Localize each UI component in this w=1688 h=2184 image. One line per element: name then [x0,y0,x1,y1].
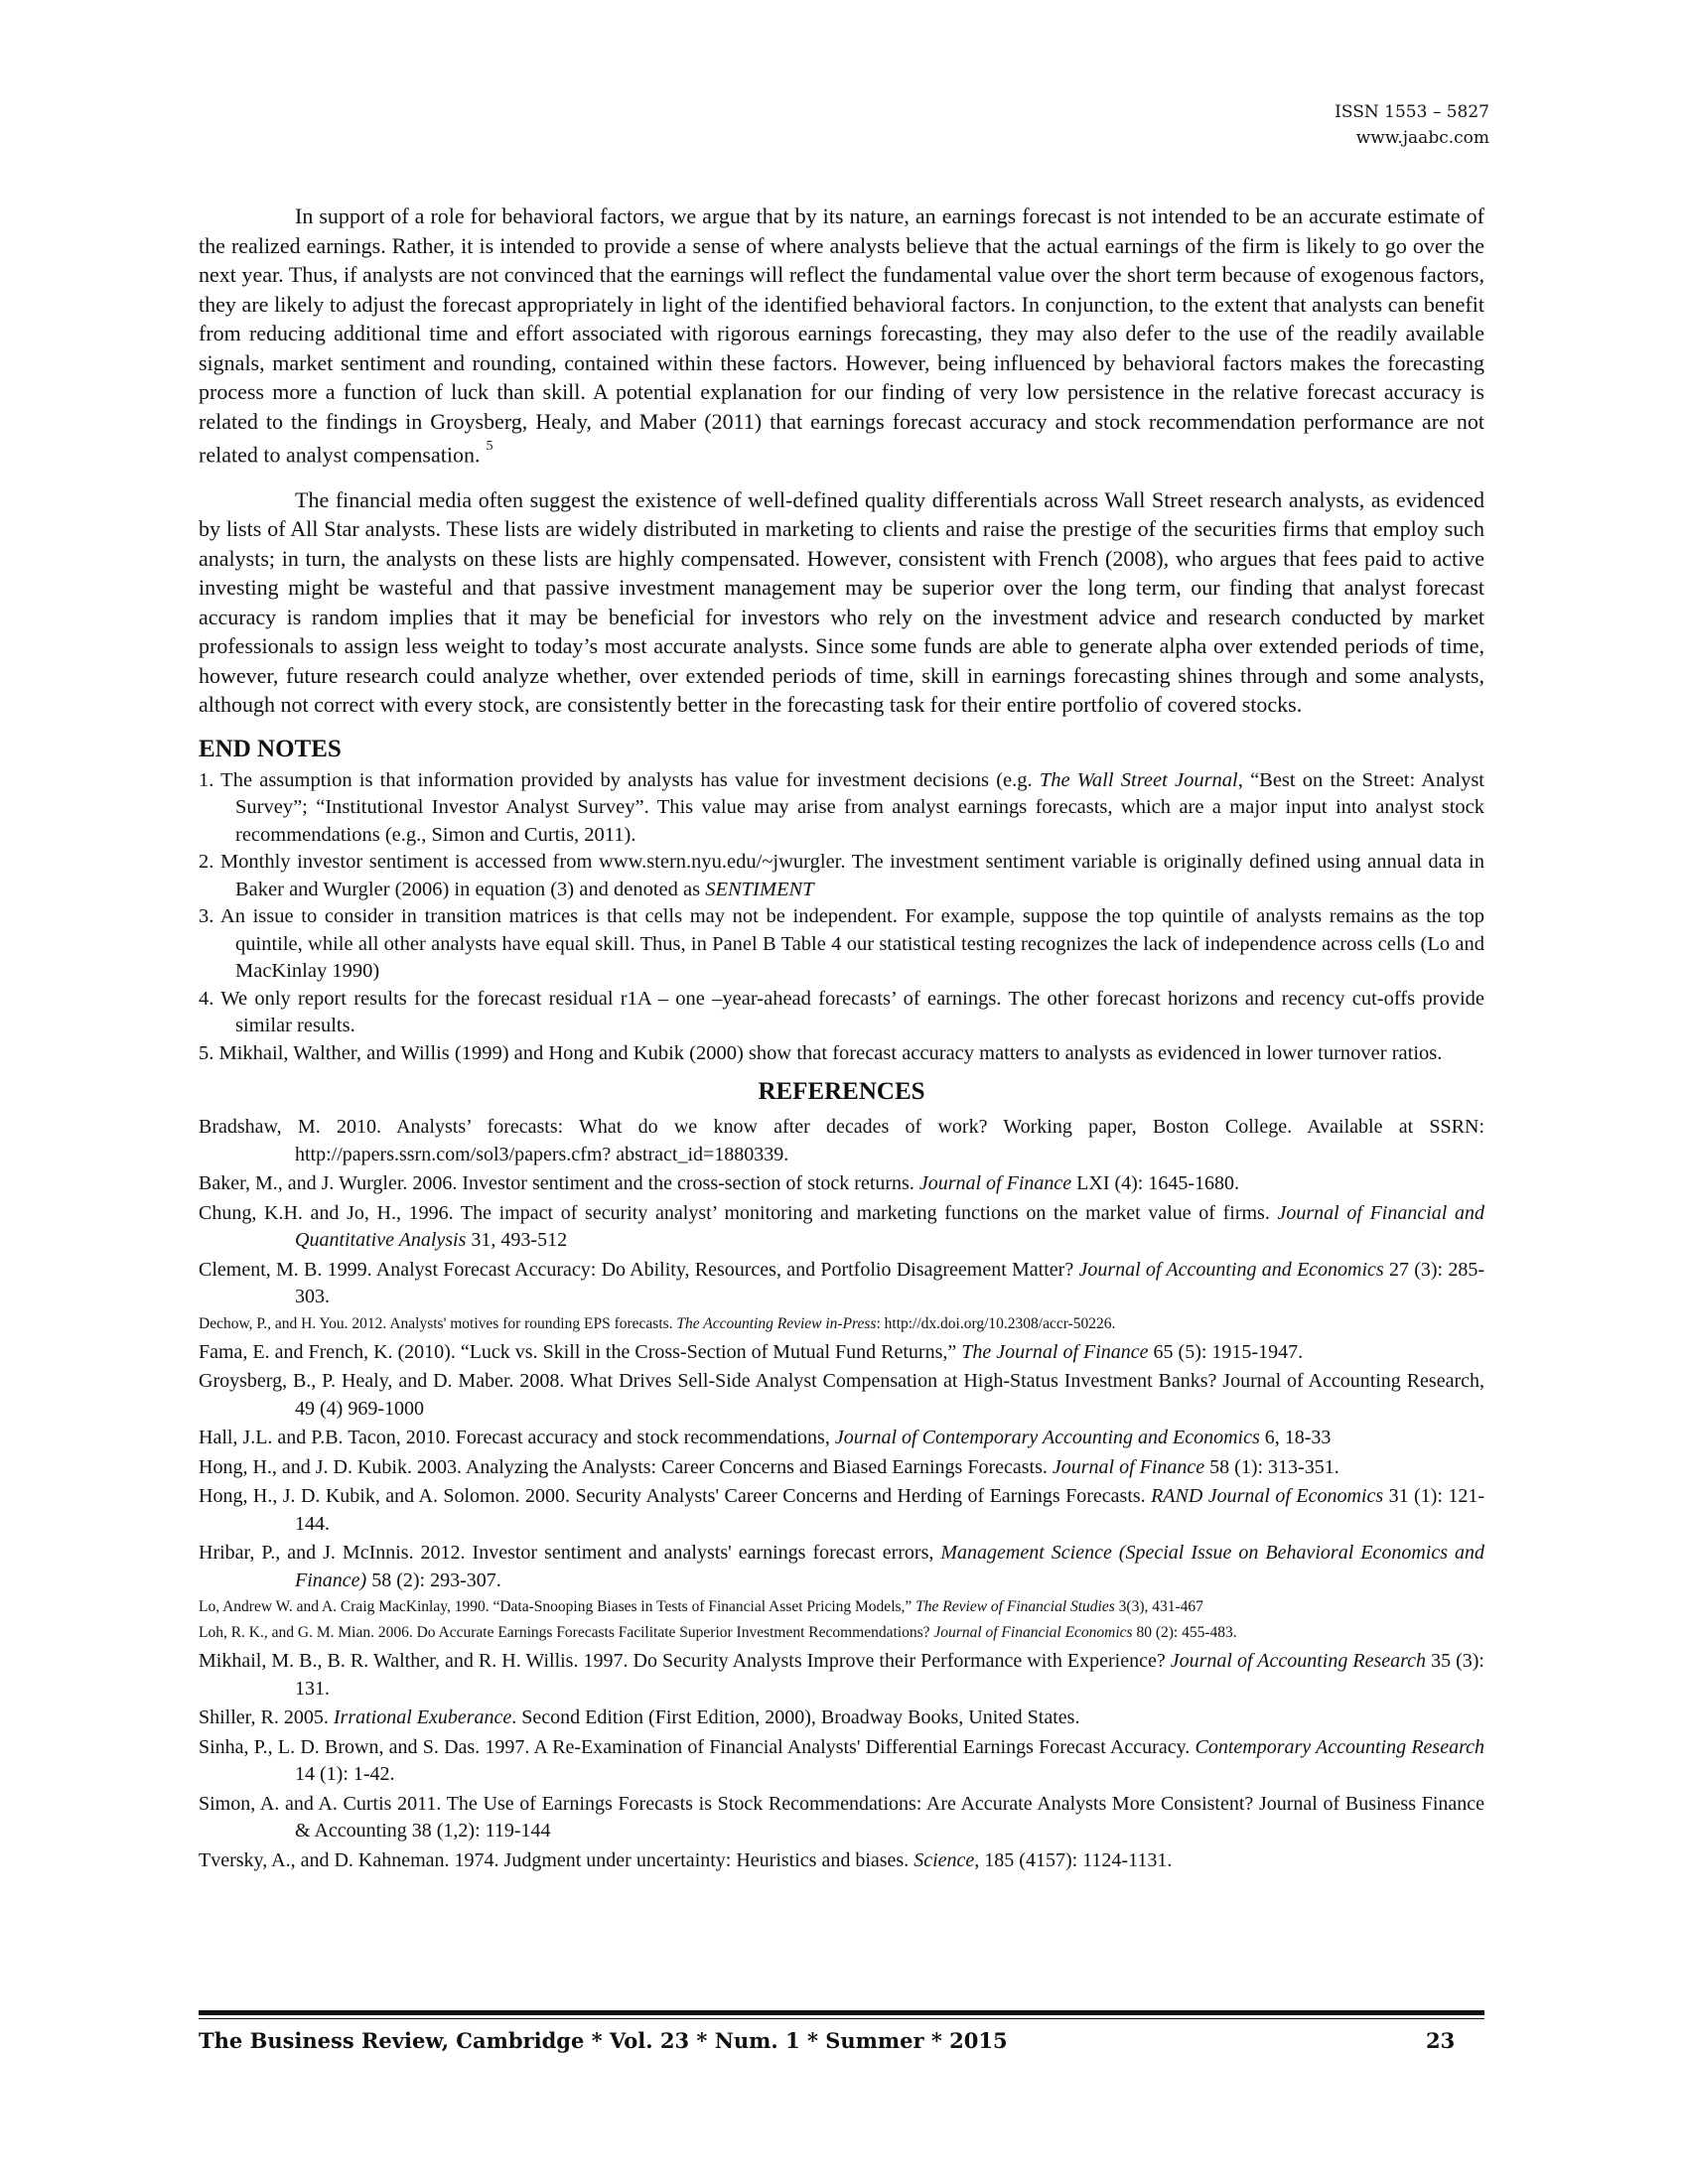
footer-journal-title: The Business Review, Cambridge * Vol. 23 * Num. 1 * Summer * 2015 [199,2028,1008,2053]
endnote-text: , “Best on the Street: Analyst Survey”; “Institutional Investor Analyst Survey”. This value may arise from analyst earnings forecasts, which are a major input into analyst stock recommendations (e.g., Simon and Curtis, 2011). [235,768,1485,846]
issn-number: ISSN 1553 – 5827 [1335,102,1489,122]
reference-text: 58 (2): 293-307. [366,1569,501,1591]
reference-text: 58 (1): 313-351. [1204,1455,1339,1478]
reference-text: 80 (2): 455-483. [1132,1624,1237,1642]
reference-text: , 185 (4157): 1124-1131. [974,1848,1173,1871]
endnote-item [199,1040,1484,1068]
endnote-text: 3. An issue to consider in transition matrices is that cells may not be independent. For example, suppose the top quintile of analysts remains as the top quintile, while all other analysts have equal skill. Thus, in Panel B Table 4 our statistical testing recognizes the lack of independence across cells (Lo and MacKinlay 1990) [199,905,1484,983]
endnote-item [199,849,1484,903]
reference-text: Lo, Andrew W. and A. Craig MacKinlay, 1990. “Data-Snooping Biases in Tests of Financial Asset Pricing Models,” [199,1598,916,1616]
body-paragraph-2 [199,485,1484,720]
reference-item [199,1425,1484,1452]
reference-text: Hong, H., J. D. Kubik, and A. Solomon. 2000. Security Analysts' Career Concerns and Herding of Earnings Forecasts. [199,1485,1152,1508]
endnote-italic: The Wall Street Journal [1039,768,1238,791]
reference-item [199,1483,1484,1538]
endnote-item [199,903,1484,986]
reference-text: Sinha, P., L. D. Brown, and S. Das. 1997. A Re-Examination of Financial Analysts' Differential Earnings Forecast Accuracy. [199,1735,1196,1758]
reference-italic: Contemporary Accounting Research [1195,1735,1484,1758]
reference-text: Tversky, A., and D. Kahneman. 1974. Judgment under uncertainty: Heuristics and biases. [199,1848,914,1871]
reference-item [199,1648,1484,1703]
reference-italic: The Review of Financial Studies [915,1598,1115,1616]
reference-item [199,1540,1484,1594]
references-heading: REFERENCES [758,1078,925,1106]
reference-italic: Irrational Exuberance [333,1706,512,1729]
reference-text: Dechow, P., and H. You. 2012. Analysts' motives for rounding EPS forecasts. [199,1314,677,1332]
body-paragraph-1 [199,202,1484,470]
reference-item [199,1368,1484,1423]
paragraph-text: The financial media often suggest the existence of well-defined quality differentials across Wall Street research analysts, as evidenced by lists of All Star analysts. These lists are widely distributed in marketing to clients and raise the prestige of the securities firms that employ such analysts; in turn, the analysts on these lists are highly compensated. However, consistent with French (2008), who argues that fees paid to active investing might be wasteful and that passive investment management may be superior over the long term, our finding that analyst forecast accuracy is random implies that it may be beneficial for investors who rely on the investment advice and research conducted by market professionals to assign less weight to today’s most accurate analysts. Since some funds are able to generate alpha over extended periods of time, however, future research could analyze whether, over extended periods of time, skill in earnings forecasting shines through and some analysts, although not correct with every stock, are consistently better in the forecasting task for their entire portfolio of covered stocks. [199,486,1484,718]
reference-item [199,1454,1484,1482]
reference-italic: Journal of Finance [1052,1455,1205,1478]
reference-item [199,1596,1484,1618]
reference-text: 31, 493-512 [466,1229,568,1252]
reference-text: : http://dx.doi.org/10.2308/accr-50226. [876,1314,1116,1332]
reference-text: Loh, R. K., and G. M. Mian. 2006. Do Accurate Earnings Forecasts Facilitate Superior Investment Recommendations? [199,1624,934,1642]
reference-italic: Journal of Accounting Research [1170,1650,1427,1673]
reference-text: Shiller, R. 2005. [199,1706,334,1729]
reference-item [199,1114,1484,1168]
paragraph-text: In support of a role for behavioral factors, we argue that by its nature, an earnings forecast is not intended to be an accurate estimate of the realized earnings. Rather, it is intended to provide a sense of where analysts believe that the actual earnings of the firm is likely to go over the next year. Thus, if analysts are not convinced that the earnings will reflect the fundamental value over the short term because of exogenous factors, they are likely to adjust the forecast appropriately in light of the identified behavioral factors. In conjunction, to the extent that analysts can benefit from reducing additional time and effort associated with rigorous earnings forecasting, they may also defer to the use of the readily available signals, market sentiment and rounding, contained within these factors. However, being influenced by behavioral factors makes the forecasting process more a function of luck than skill. A potential explanation for our finding of very low persistence in the relative forecast accuracy is related to the findings in Groysberg, Healy, and Maber (2011) that earnings forecast accuracy and stock recommendation performance are not related to analyst compensation. [199,204,1484,468]
reference-text: Fama, E. and French, K. (2010). “Luck vs. Skill in the Cross-Section of Mutual Fund Returns,” [199,1340,962,1363]
reference-italic: Journal of Financial and Quantitative Analysis [295,1201,1484,1252]
reference-italic: Science [914,1848,975,1871]
reference-item [199,1622,1484,1644]
reference-italic: Journal of Financial Economics [933,1624,1133,1642]
reference-item [199,1791,1484,1845]
reference-item [199,1170,1484,1198]
reference-text: Bradshaw, M. 2010. Analysts’ forecasts: What do we know after decades of work? Working paper, Boston College. Available at SSRN: http://papers.ssrn.com/sol3/papers.cfm? abstract_id=1880339. [199,1116,1484,1165]
reference-text: Mikhail, M. B., B. R. Walther, and R. H. Willis. 1997. Do Security Analysts Improve their Performance with Experience? [199,1650,1171,1673]
reference-text: Simon, A. and A. Curtis 2011. The Use of Earnings Forecasts is Stock Recommendations: Are Accurate Analysts More Consistent? Journal of Business Finance & Accounting 38 (1,2): 119-144 [199,1792,1484,1843]
reference-italic: Management Science (Special Issue on Behavioral Economics and Finance) [295,1542,1484,1591]
footer-rule [199,2010,1484,2019]
reference-italic: The Journal of Finance [961,1340,1149,1363]
endnote-text: 2. Monthly investor sentiment is accessed from www.stern.nyu.edu/~jwurgler. The investment sentiment variable is originally defined using annual data in Baker and Wurgler (2006) in equation (3) and denoted as [199,851,1484,900]
reference-italic: Journal of Accounting and Economics [1078,1258,1384,1281]
reference-text: . Second Edition (First Edition, 2000), Broadway Books, United States. [511,1706,1080,1729]
footer-page-number: 23 [1426,2028,1456,2053]
journal-website: www.jaabc.com [1355,128,1489,148]
reference-italic: Journal of Finance [918,1172,1072,1195]
endnote-item [199,986,1484,1040]
reference-item [199,1200,1484,1255]
reference-text: 65 (5): 1915-1947. [1148,1340,1304,1363]
endnote-text: 1. The assumption is that information provided by analysts has value for investment decisions (e.g. [199,768,1040,791]
reference-item [199,1734,1484,1789]
reference-text: Hong, H., and J. D. Kubik. 2003. Analyzing the Analysts: Career Concerns and Biased Earnings Forecasts. [199,1455,1053,1478]
reference-text: 27 (3): 285-303. [295,1258,1485,1308]
reference-italic: RAND Journal of Economics [1151,1485,1384,1508]
reference-text: Baker, M., and J. Wurgler. 2006. Investor sentiment and the cross-section of stock returns. [199,1172,919,1195]
endnote-text: 4. We only report results for the forecast residual r1A – one –year-ahead forecasts’ of earnings. The other forecast horizons and recency cut-offs provide similar results. [199,987,1484,1037]
reference-item [199,1313,1484,1335]
reference-text: Chung, K.H. and Jo, H., 1996. The impact of security analyst’ monitoring and marketing functions on the market value of firms. [199,1201,1278,1224]
reference-text: 3(3), 431-467 [1114,1598,1203,1616]
reference-item [199,1257,1484,1311]
reference-text: LXI (4): 1645-1680. [1071,1172,1240,1195]
header-issn-block [1335,99,1489,151]
footnote-marker: 5 [486,439,493,454]
reference-text: Clement, M. B. 1999. Analyst Forecast Accuracy: Do Ability, Resources, and Portfolio Disagreement Matter? [199,1258,1079,1281]
reference-text: 31 (1): 121-144. [295,1485,1484,1535]
reference-item [199,1847,1484,1875]
reference-text: Hall, J.L. and P.B. Tacon, 2010. Forecast accuracy and stock recommendations, [199,1427,835,1449]
reference-text: Hribar, P., and J. McInnis. 2012. Investor sentiment and analysts' earnings forecast errors, [199,1542,941,1565]
endnotes-list [199,767,1484,1068]
reference-item [199,1339,1484,1367]
endnotes-heading: END NOTES [199,735,342,762]
reference-item [199,1705,1484,1732]
references-list [199,1114,1484,1874]
endnote-text: 5. Mikhail, Walther, and Willis (1999) and Hong and Kubik (2000) show that forecast accuracy matters to analysts as evidenced in lower turnover ratios. [199,1041,1443,1064]
reference-text: 14 (1): 1-42. [295,1763,395,1786]
reference-text: Groysberg, B., P. Healy, and D. Maber. 2008. What Drives Sell-Side Analyst Compensation at High-Status Investment Banks? Journal of Accounting Research, 49 (4) 969-1000 [199,1370,1484,1420]
reference-text: 35 (3): 131. [295,1650,1484,1700]
endnote-italic: SENTIMENT [705,878,814,900]
page-content [199,202,1484,1876]
endnote-item [199,767,1484,850]
reference-italic: The Accounting Review in-Press [676,1314,877,1332]
reference-italic: Journal of Contemporary Accounting and Economics [834,1427,1260,1449]
reference-text: 6, 18-33 [1259,1427,1332,1449]
